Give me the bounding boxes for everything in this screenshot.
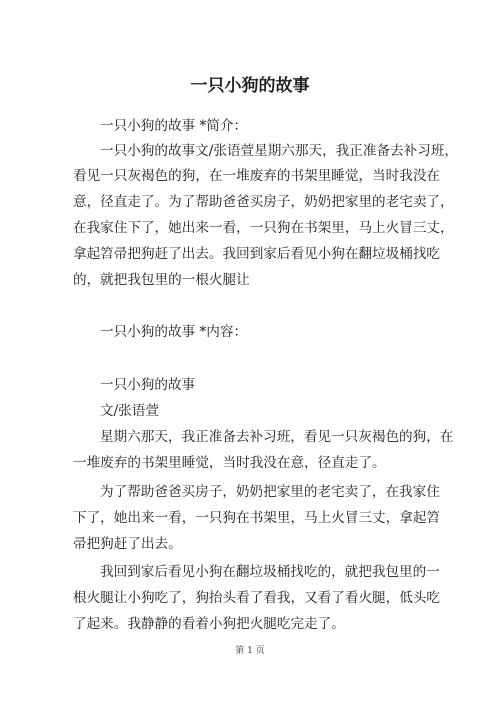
paragraph-2-line-1: 为了帮助爸爸买房子，奶奶把家里的老宅卖了，在我家住 — [100, 484, 440, 500]
document-title: 一只小狗的故事 — [190, 76, 310, 96]
paragraph-3-line-3: 了起来。我静静的看着小狗把火腿吃完走了。 — [73, 616, 345, 632]
summary-line-2: 看见一只灰褐色的狗，在一堆废弃的书架里睡觉，当时我没在 — [73, 168, 441, 184]
page-number: 第 1 页 — [235, 646, 265, 656]
paragraph-3-line-1: 我回到家后看见小狗在翻垃圾桶找吃的，就把我包里的一 — [100, 564, 440, 580]
paragraph-3-line-2: 根火腿让小狗吃了，狗抬头看了看我，又看了看火腿，低头吃 — [73, 590, 441, 606]
summary-heading: 一只小狗的故事 *简介： — [100, 118, 248, 134]
paragraph-2-line-3: 帚把狗赶了出去。 — [73, 536, 182, 552]
story-author: 文/张语萱 — [100, 403, 159, 419]
story-title: 一只小狗的故事 — [100, 377, 196, 393]
paragraph-2-line-2: 下了，她出来一看，一只狗在书架里，马上火冒三丈，拿起笤 — [73, 510, 441, 526]
summary-line-3: 意，径直走了。为了帮助爸爸买房子，奶奶把家里的老宅卖了， — [73, 194, 454, 210]
paragraph-1-line-2: 一堆废弃的书架里睡觉，当时我没在意，径直走了。 — [73, 455, 386, 471]
content-heading: 一只小狗的故事 *内容： — [100, 324, 248, 340]
summary-line-6: 的，就把我包里的一根火腿让 — [73, 272, 250, 288]
summary-line-5: 拿起笤帚把狗赶了出去。我回到家后看见小狗在翻垃圾桶找吃 — [73, 246, 441, 262]
paragraph-1-line-1: 星期六那天，我正准备去补习班，看见一只灰褐色的狗，在 — [100, 429, 454, 445]
summary-line-1: 一只小狗的故事文/张语萱星期六那天，我正准备去补习班， — [100, 143, 459, 159]
summary-line-4: 在我家住下了，她出来一看，一只狗在书架里，马上火冒三丈， — [73, 220, 454, 236]
